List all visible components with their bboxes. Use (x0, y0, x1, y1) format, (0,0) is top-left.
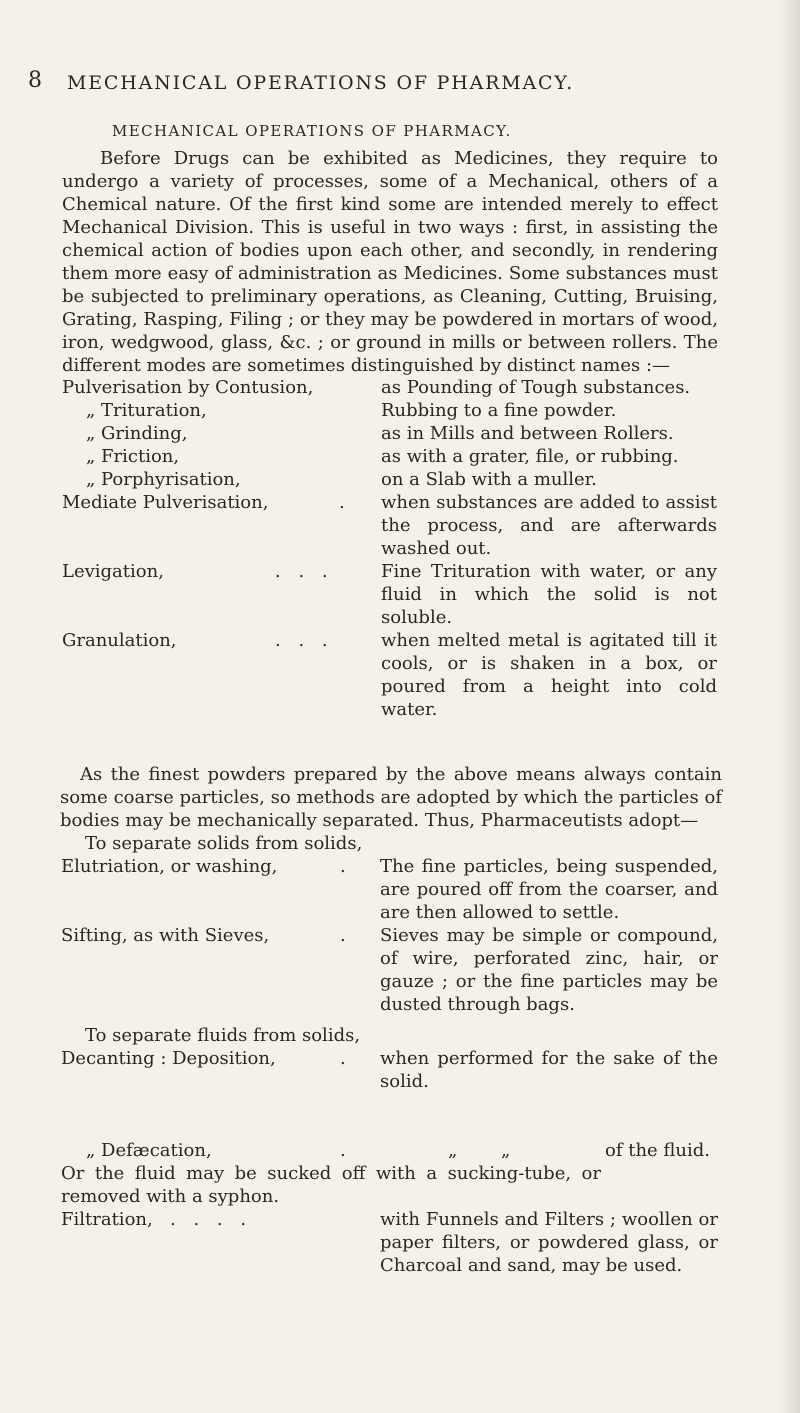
term-trituration: „ Trituration, (86, 400, 207, 421)
leader-dots: . (340, 925, 346, 946)
term-levigation: Levigation, (62, 561, 164, 582)
leader-dots: . (340, 856, 346, 877)
term-elutriation: Elutriation, or washing, (61, 856, 278, 877)
term-friction: „ Friction, (86, 446, 180, 467)
term-sifting: Sifting, as with Sieves, (61, 925, 270, 946)
definition-grinding: as in Mills and between Rollers. (381, 423, 674, 444)
definition-defaecation: of the fluid. (605, 1140, 711, 1161)
sucked-line: Or the fluid may be sucked off with a sucking-tube, or removed with a syphon. (61, 1163, 601, 1207)
leader-dots: . . . . (170, 1209, 253, 1230)
fluids-heading: To separate fluids from solids, (85, 1025, 361, 1046)
definition-friction: as with a grater, file, or rubbing. (381, 446, 679, 467)
term-decanting: Decanting : Deposition, (61, 1048, 276, 1069)
definition-elutriation: The fine particles, being suspended, are poured off from the coarser, and are then allowed to settle. (380, 856, 718, 923)
leader-dots: . (340, 1140, 346, 1161)
page-edge-shadow (778, 0, 800, 1413)
leader-dots: . (339, 492, 345, 513)
running-title: MECHANICAL OPERATIONS OF PHARMACY. (67, 72, 575, 94)
leader-dots: . . . (275, 630, 334, 651)
leader-dots: . (340, 1048, 346, 1069)
term-porphyrisation: „ Porphyrisation, (86, 469, 241, 490)
definition-decanting: when performed for the sake of the solid. (380, 1048, 718, 1092)
solids-heading: To separate solids from solids, (85, 833, 363, 854)
definition-sifting: Sieves may be simple or compound, of wire, perforated zinc, hair, or gauze ; or the fine particles may be dusted through bags. (380, 925, 718, 1015)
intro-paragraph: Before Drugs can be exhibited as Medicines, they require to undergo a variety of processes, some of a Mechanical, others of a Chemical nature. Of the first kind some are intended merely to effect Mechanical Division. This is useful in two ways : first, in assisting the chemical action of bodies upon each other, and secondly, in rendering them more easy of administration as Medicines. Some substances must be subjected to preliminary operations, as Cleaning, Cutting, Bruising, Grating, Rasping, Filing ; or they may be powdered in mortars of wood, iron, wedgwood, glass, &c. ; or ground in mills or between rollers. The different modes are sometimes distinguished by distinct names :— (62, 148, 718, 376)
definition-filtration: with Funnels and Filters ; woollen or paper filters, or powdered glass, or Charcoal and sand, may be used. (380, 1209, 718, 1276)
separation-paragraph: As the finest powders prepared by the above means always contain some coarse particles, so methods are adopted by which the particles of bodies may be mechanically separated. Thus, Pharmaceutists adopt— (60, 764, 722, 831)
definition-trituration: Rubbing to a fine powder. (381, 400, 617, 421)
term-filtration: Filtration, (61, 1209, 153, 1230)
definition-granulation: when melted metal is agitated till it cools, or is shaken in a box, or poured from a height into cold water. (381, 630, 717, 720)
ditto-marks: „ „ (448, 1140, 511, 1161)
section-title: MECHANICAL OPERATIONS OF PHARMACY. (112, 122, 512, 140)
definition-mediate-pulverisation: when substances are added to assist the process, and are afterwards washed out. (381, 492, 717, 559)
term-mediate-pulverisation: Mediate Pulverisation, (62, 492, 269, 513)
term-defaecation: „ Defæcation, (86, 1140, 212, 1161)
term-granulation: Granulation, (62, 630, 177, 651)
leader-dots: . . . (275, 561, 334, 582)
definition-porphyrisation: on a Slab with a muller. (381, 469, 598, 490)
definition-contusion: as Pounding of Tough substances. (381, 377, 691, 398)
page-number: 8 (28, 68, 42, 93)
definition-levigation: Fine Trituration with water, or any fluid in which the solid is not soluble. (381, 561, 717, 628)
term-contusion: Pulverisation by Contusion, (62, 377, 314, 398)
term-grinding: „ Grinding, (86, 423, 188, 444)
